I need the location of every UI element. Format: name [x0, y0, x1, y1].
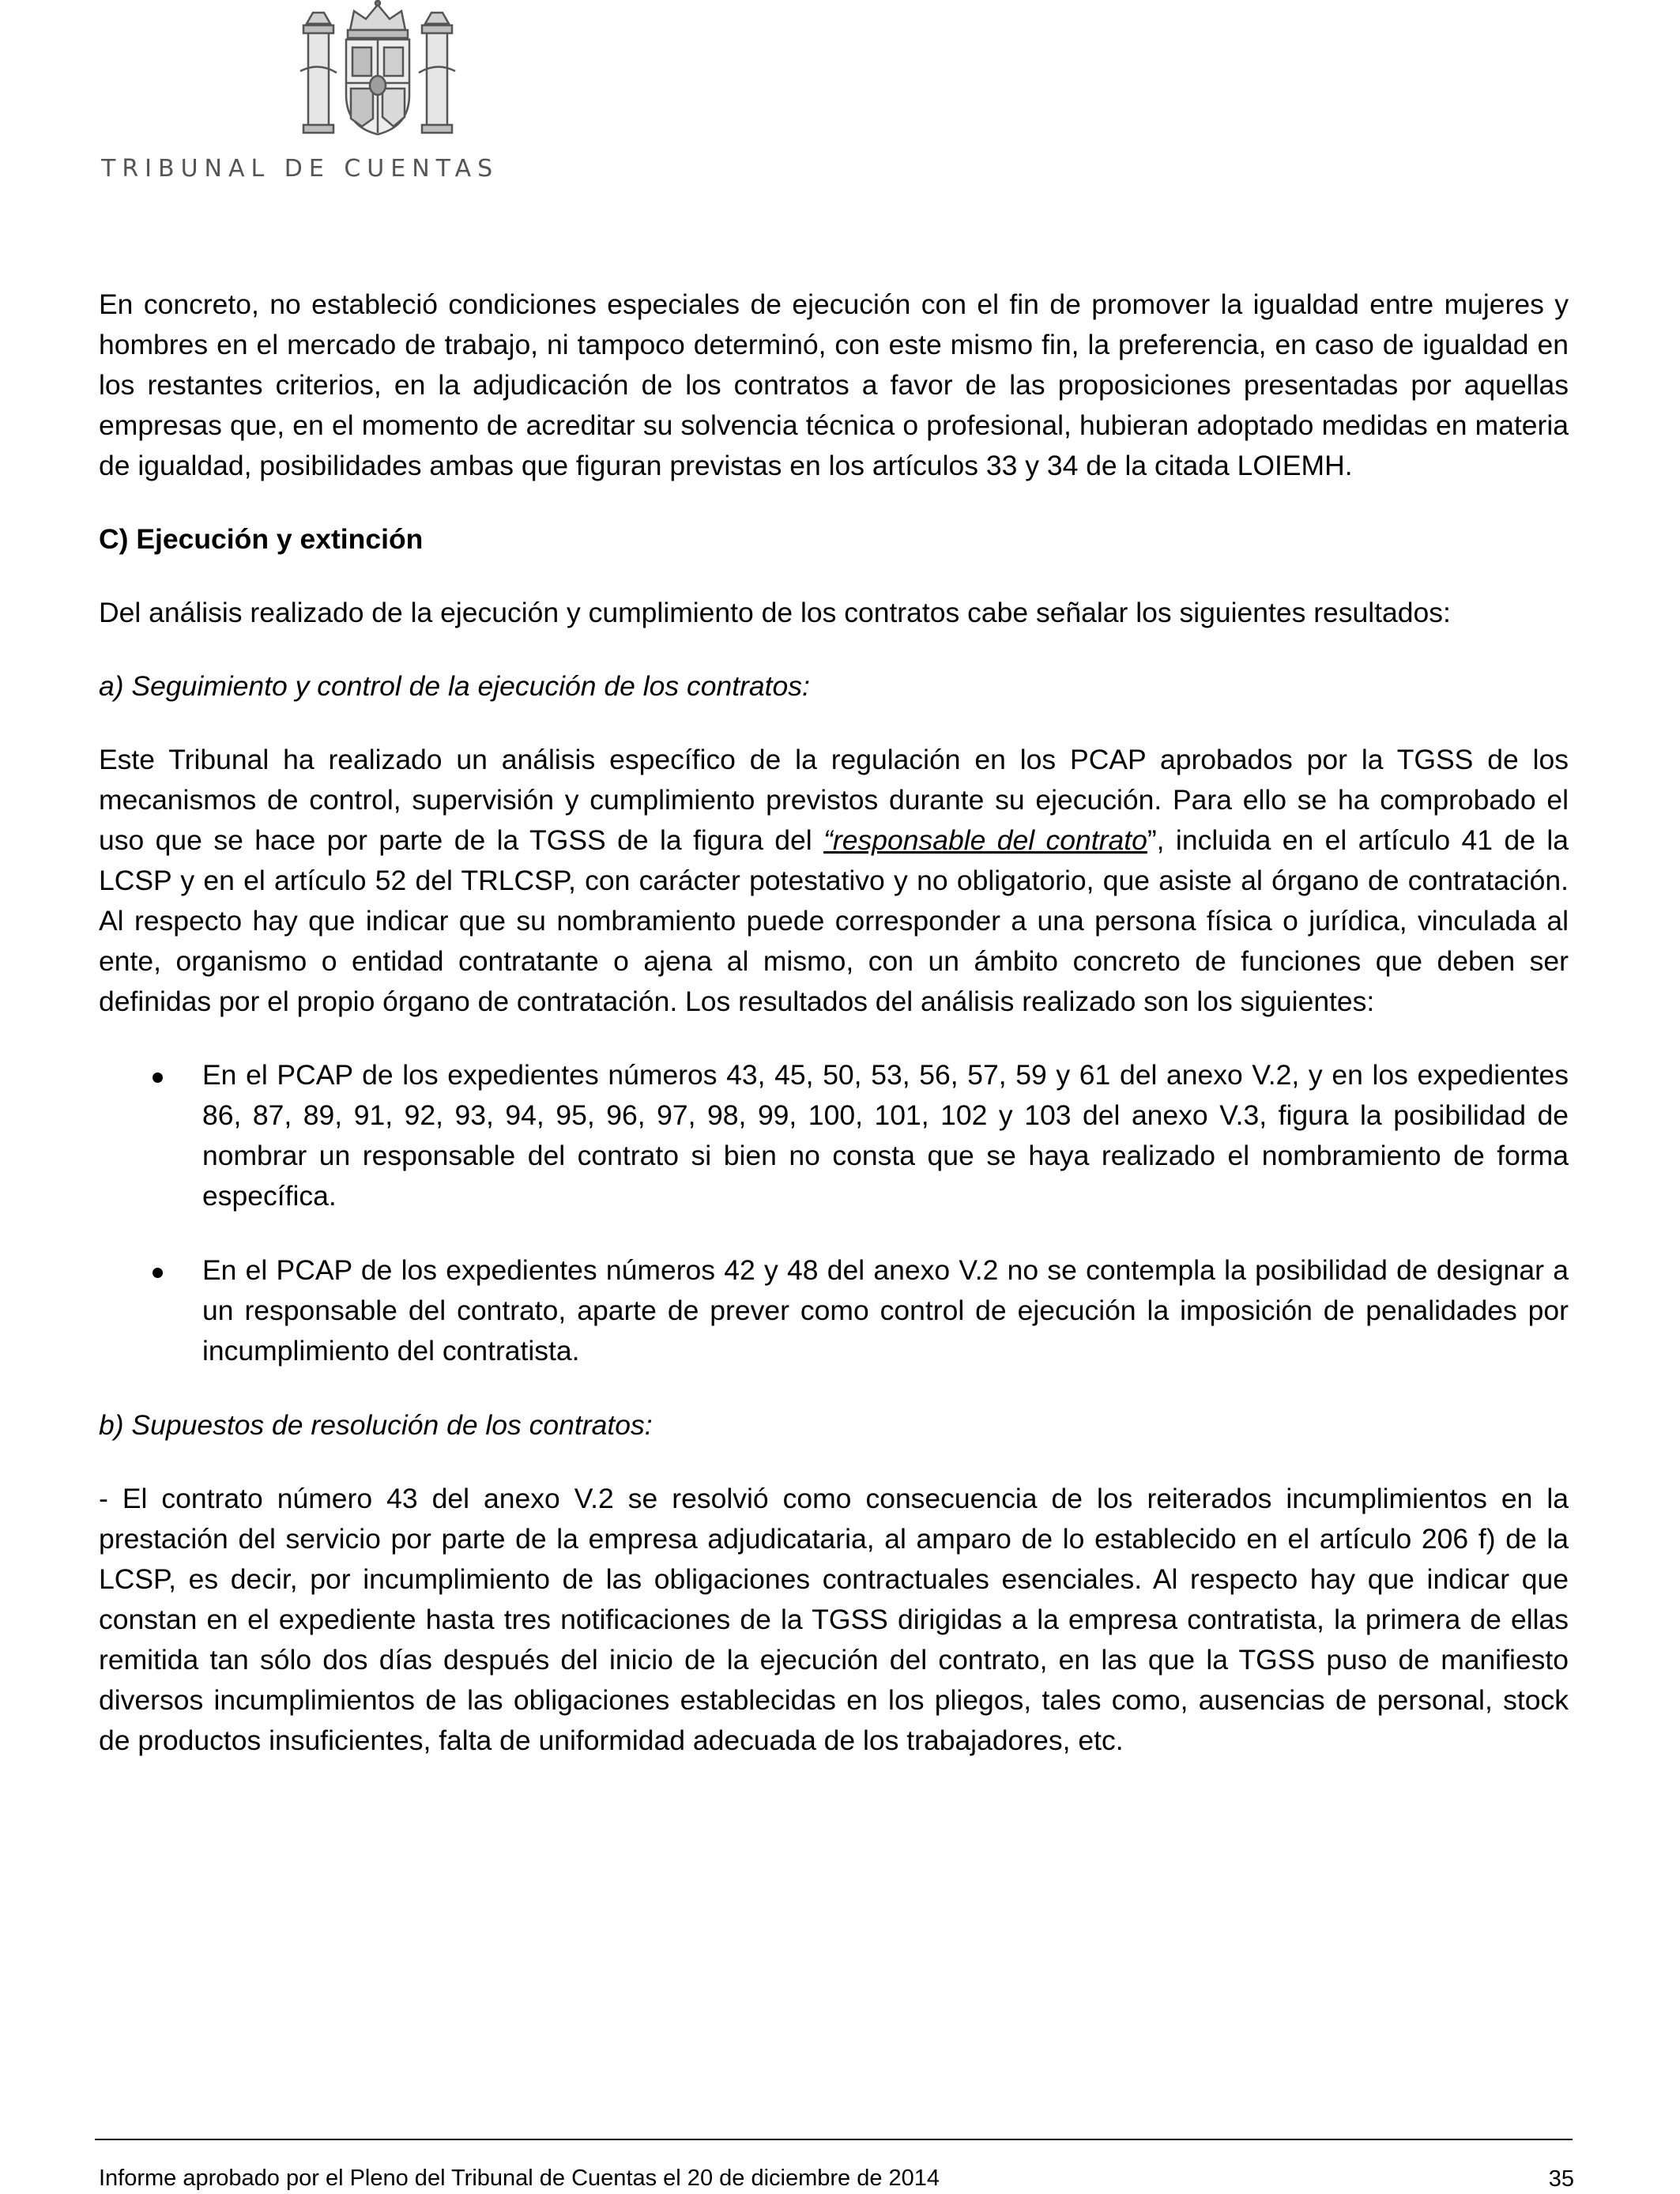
paragraph-contrato-43: - El contrato número 43 del anexo V.2 se resolvió como consecuencia de los reiterados incumplimientos en la prestación del servicio por parte de la empresa adjudicataria, al amparo de lo establecido en el artículo 206 f) de la LCSP, es decir, por incumplimiento de las obligaciones contractuales esenciales. Al respecto hay que indicar que constan en el expediente hasta tres notificaciones de la TGSS dirigidas a la empresa contratista, la primera de ellas remitida tan sólo dos días después del inicio de la ejecución del contrato, en las que la TGSS puso de manifiesto diversos incumplimientos de las obligaciones establecidas en los pliegos, tales como, ausencias de personal, stock de productos insuficientes, falta de uniformidad adecuada de los trabajadores, etc. — [99, 1483, 1569, 1756]
list-item-text: En el PCAP de los expedientes números 43, 45, 50, 53, 56, 57, 59 y 61 del anexo V.2, y en los expedientes 86, 87, 89, 91, 92, 93, 94, 95, 96, 97, 98, 99, 100, 101, 102 y 103 del anexo V.3, figura la posibilidad de nombrar un responsable del contrato si bien no consta que se haya realizado el nombramiento de forma específica. — [202, 1059, 1569, 1212]
list-item — [99, 1250, 1569, 1371]
responsable-del-contrato-term: “responsable del contrato — [823, 824, 1147, 856]
results-bullet-list — [99, 1055, 1569, 1371]
document-body — [99, 285, 1569, 1794]
subheading-seguimiento: a) Seguimiento y control de la ejecución de los contratos: — [99, 670, 810, 702]
list-item — [99, 1055, 1569, 1216]
footer-approval-note: Informe aprobado por el Pleno del Tribunal de Cuentas el 20 de diciembre de 2014 — [99, 2166, 940, 2191]
paragraph-resultados: Del análisis realizado de la ejecución y cumplimiento de los contratos cabe señalar los siguientes resultados: — [99, 597, 1451, 628]
bullet-icon — [153, 1268, 163, 1278]
page-number: 35 — [1548, 2166, 1574, 2192]
bullet-icon — [153, 1072, 163, 1083]
paragraph-text-end: ”, incluida en el artículo 41 de la LCSP y en el artículo 52 del TRLCSP, con carácter potestativo y no obligatorio, que asiste al órgano de contratación. Al respecto hay que indicar que su nombramiento puede corresponder a una persona física o jurídica, vinculada al ente, organismo o entidad contratante o ajena al mismo, con un ámbito concreto de funciones que deben ser definidas por el propio órgano de contratación. Los resultados del análisis realizado son los siguientes: — [99, 824, 1569, 1017]
subheading-resolucion: b) Supuestos de resolución de los contratos: — [99, 1409, 653, 1441]
paragraph-igualdad: En concreto, no estableció condiciones especiales de ejecución con el fin de promover la igualdad entre mujeres y hombres en el mercado de trabajo, ni tampoco determinó, con este mismo fin, la preferencia, en caso de igualdad en los restantes criterios, en la adjudicación de los contratos a favor de las proposiciones presentadas por aquellas empresas que, en el momento de acreditar su solvencia técnica o profesional, hubieran adoptado medidas en materia de igualdad, posibilidades ambas que figuran previstas en los artículos 33 y 34 de la citada LOIEMH. — [99, 288, 1569, 481]
page-header — [101, 0, 544, 190]
paragraph-responsable-contrato — [99, 740, 1569, 1022]
paragraph-text-start: Este Tribunal ha realizado un análisis específico de la regulación en los PCAP aprobados por la TGSS de los mecanismos de control, supervisión y cumplimiento previstos durante su ejecución. Para ello se ha comprobado el uso que se hace por parte de la TGSS de la figura del — [99, 744, 1569, 856]
section-heading-ejecucion: C) Ejecución y extinción — [99, 523, 424, 555]
organization-name: TRIBUNAL DE CUENTAS — [101, 155, 499, 183]
list-item-text: En el PCAP de los expedientes números 42 y 48 del anexo V.2 no se contempla la posibilidad de designar a un responsable del contrato, aparte de prever como control de ejecución la imposición de penalidades por incumplimiento del contratista. — [202, 1254, 1569, 1367]
footer-divider — [95, 2139, 1573, 2140]
spanish-coat-of-arms-icon — [259, 0, 496, 142]
